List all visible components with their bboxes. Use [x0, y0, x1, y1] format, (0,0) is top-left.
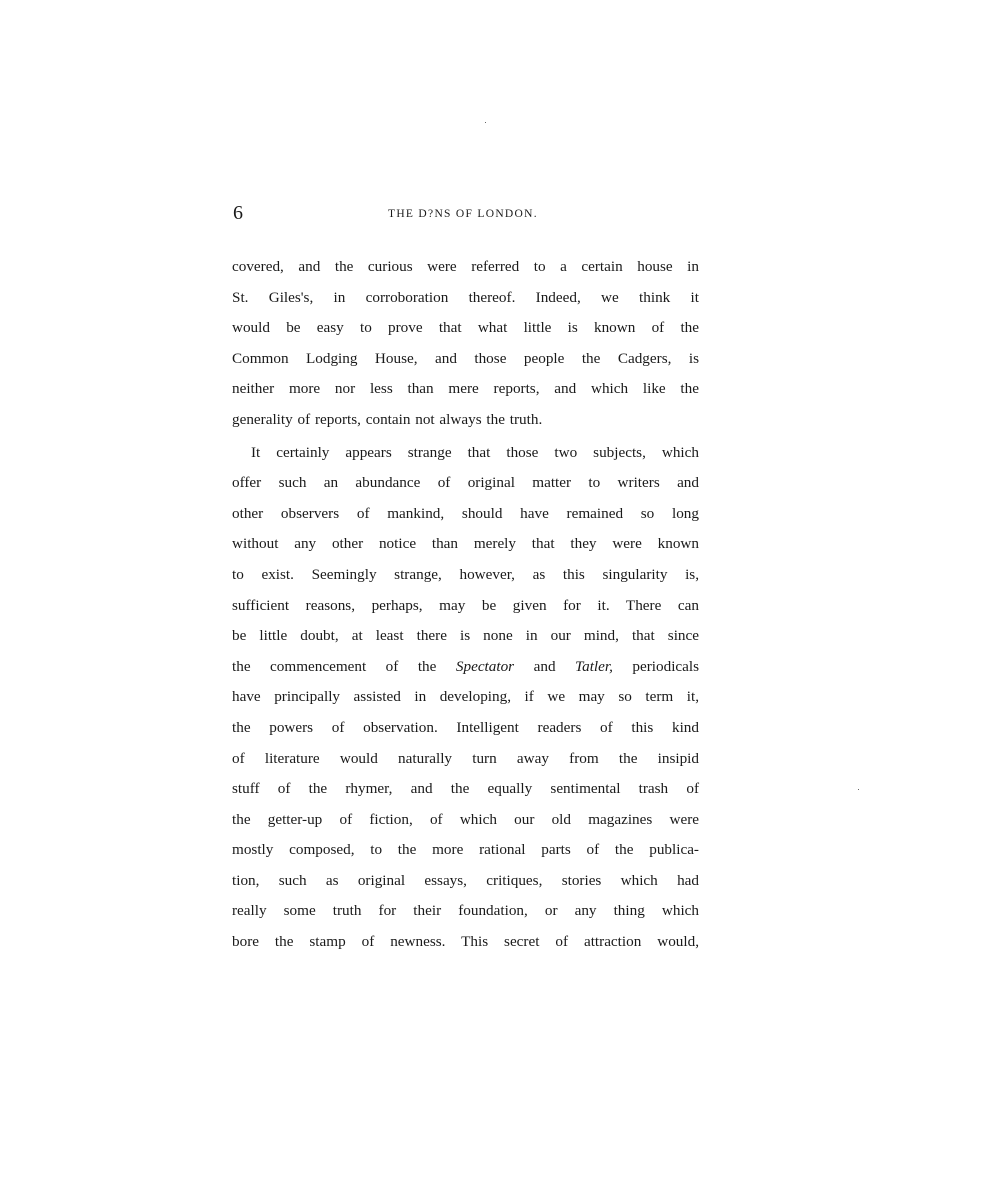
paragraph	[232, 438, 699, 958]
text-segment: and	[533, 657, 556, 675]
print-speck	[858, 789, 859, 790]
text-line: sufficient reasons, perhaps, may be given for it. There can	[232, 596, 699, 614]
text-line: stuff of the rhymer, and the equally sentimental trash of	[232, 780, 699, 798]
text-line: of literature would naturally turn away from the insipid	[232, 749, 699, 767]
text-line-with-titles	[232, 652, 699, 683]
text-line: offer such an abundance of original matter to writers and	[232, 474, 699, 492]
print-speck	[485, 122, 486, 123]
text-line: the powers of observation. Intelligent readers of this kind	[232, 718, 699, 736]
text-line: would be easy to prove that what little is known of the	[232, 319, 699, 337]
text-segment: the commencement of the	[232, 657, 437, 675]
text-line: to exist. Seemingly strange, however, as this singularity is,	[232, 565, 699, 583]
page-number: 6	[233, 202, 243, 224]
paragraph-continued	[232, 252, 699, 436]
text-segment: periodicals	[632, 657, 700, 675]
body-text	[232, 252, 699, 958]
text-line: be little doubt, at least there is none in our mind, that since	[232, 627, 699, 645]
text-line: mostly composed, to the more rational parts of the publica-	[232, 841, 699, 859]
text-line: covered, and the curious were referred to a certain house in	[232, 258, 699, 275]
periodical-title-spectator: Spectator	[455, 657, 515, 675]
text-line: bore the stamp of newness. This secret of attraction would,	[232, 933, 699, 951]
text-line: tion, such as original essays, critiques, stories which had	[232, 871, 699, 889]
text-line: the getter-up of fiction, of which our old magazines were	[232, 810, 699, 828]
text-line: Common Lodging House, and those people the Cadgers, is	[232, 349, 699, 367]
text-line: have principally assisted in developing, if we may so term it,	[232, 688, 699, 706]
text-line: St. Giles's, in corroboration thereof. Indeed, we think it	[232, 288, 699, 306]
text-line: without any other notice than merely that they were known	[232, 535, 699, 553]
text-line: really some truth for their foundation, or any thing which	[232, 902, 699, 920]
text-line: It certainly appears strange that those two subjects, which	[251, 443, 699, 461]
periodical-title-tatler: Tatler,	[575, 657, 613, 675]
text-line: generality of reports, contain not always the truth.	[232, 410, 543, 428]
text-line: other observers of mankind, should have remained so long	[232, 504, 699, 522]
running-title: THE D?NS OF LONDON.	[388, 208, 538, 220]
text-line: neither more nor less than mere reports, and which like the	[232, 380, 699, 398]
